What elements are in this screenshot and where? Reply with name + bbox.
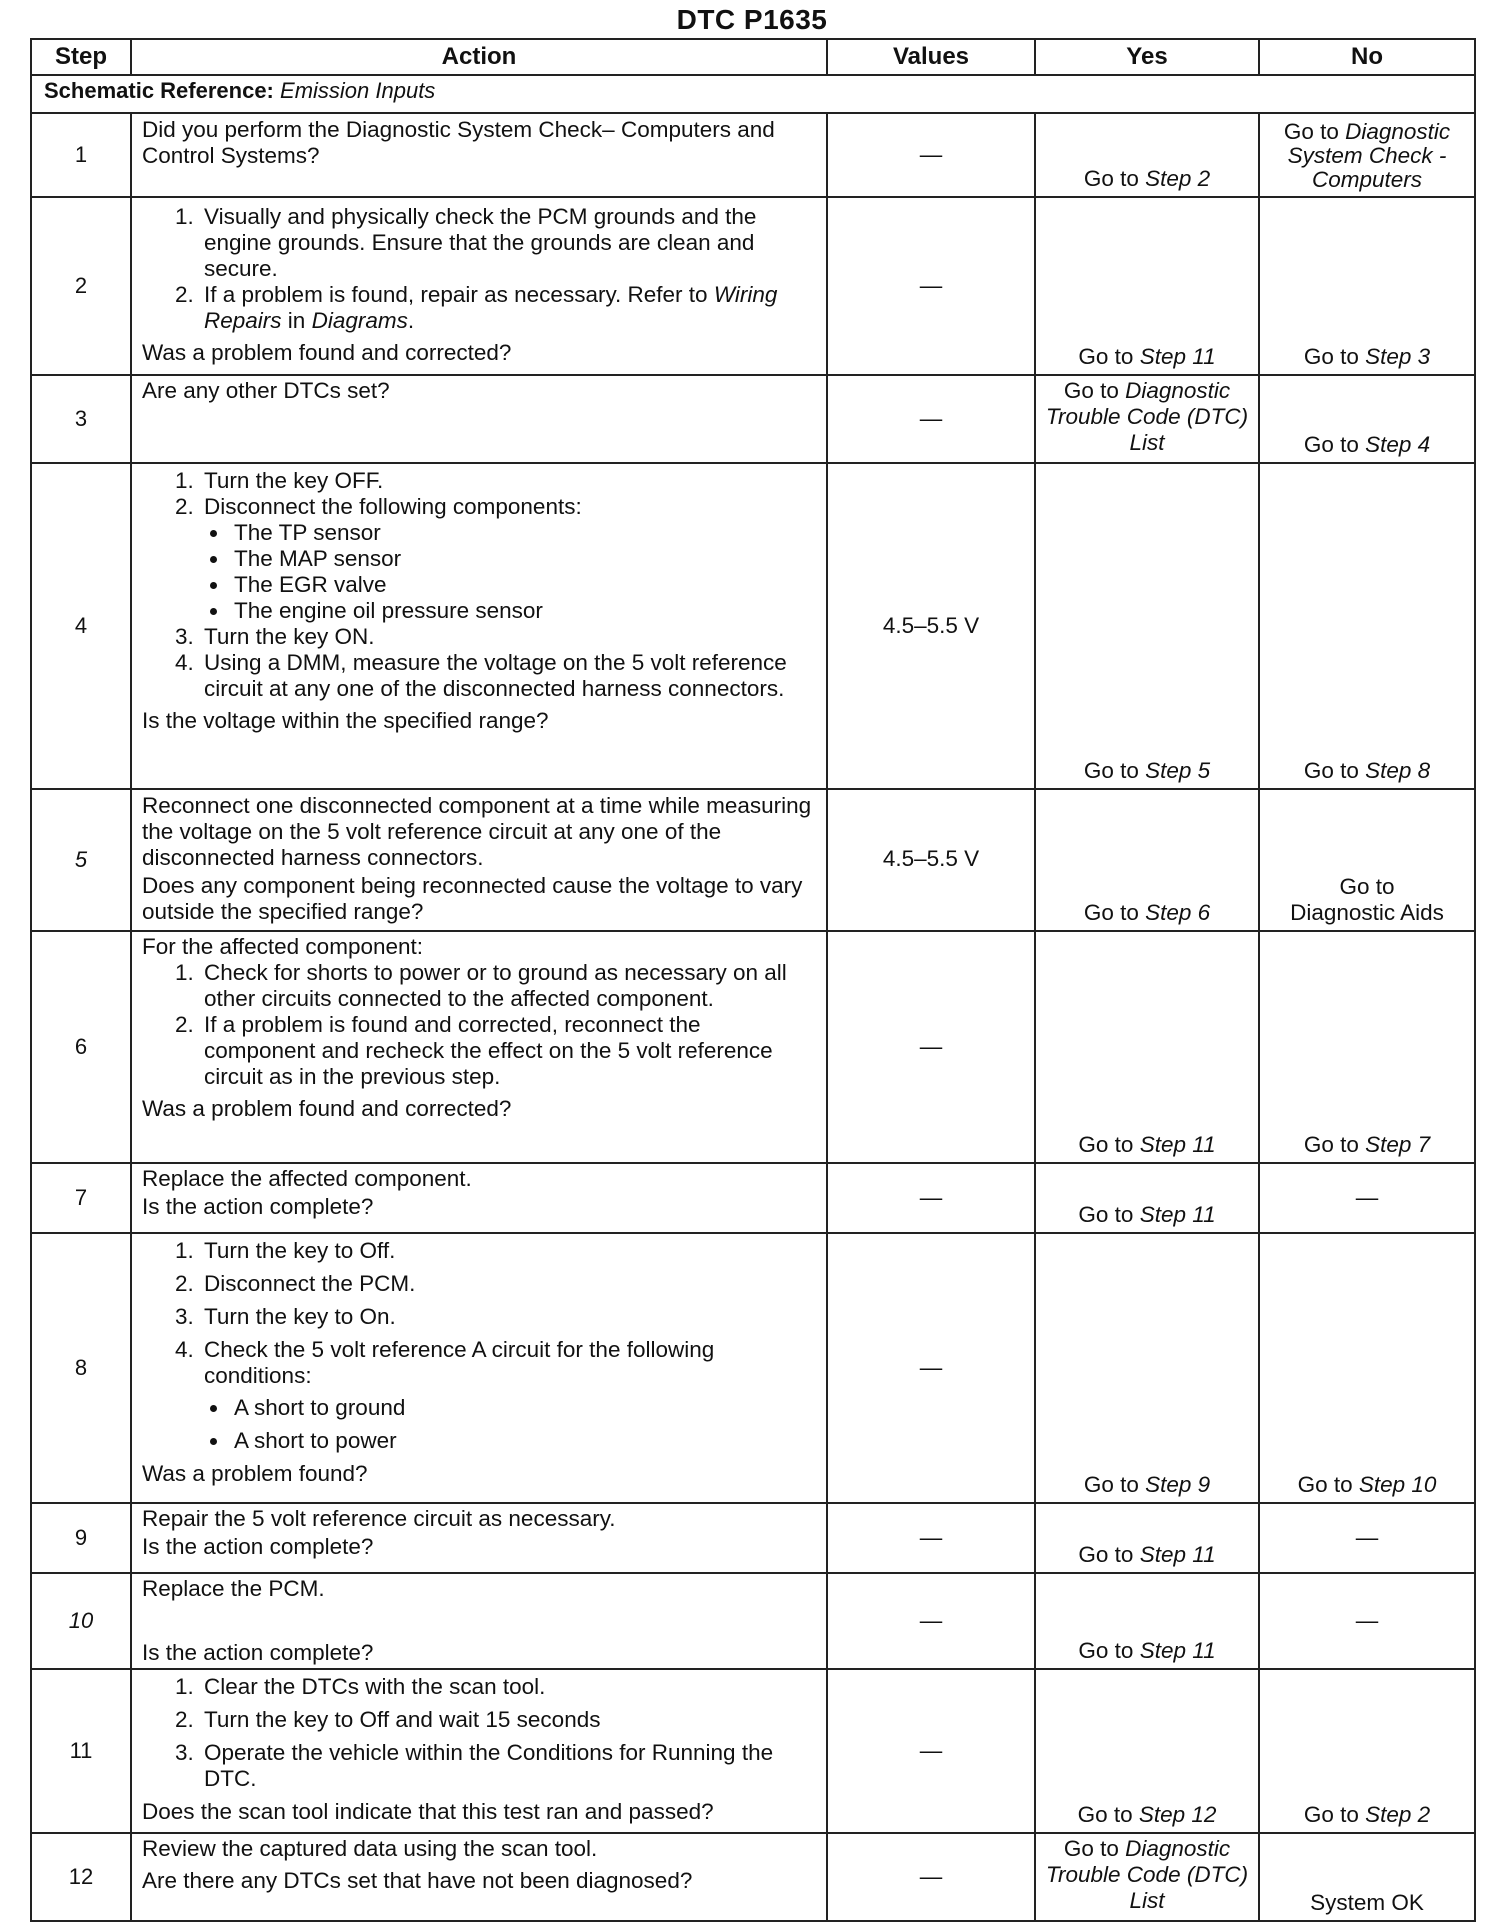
values-cell: —: [827, 931, 1035, 1163]
question-text: Does the scan tool indicate that this test ran and passed?: [142, 1799, 714, 1824]
schematic-value: Emission Inputs: [280, 78, 436, 103]
table-row: [31, 1163, 1475, 1233]
list-item: 1. Turn the key to Off.: [200, 1238, 816, 1264]
goto-label: Go to: [1083, 1472, 1139, 1497]
values-cell: —: [827, 1669, 1035, 1833]
question-text: Is the action complete?: [142, 1640, 374, 1665]
action-list: [142, 468, 816, 702]
step-number: 4: [31, 463, 131, 789]
goto-label: Go to: [1303, 1132, 1359, 1157]
step-number: 5: [31, 789, 131, 931]
values-cell: 4.5–5.5 V: [827, 463, 1035, 789]
list-item: 3. Turn the key ON.: [200, 624, 816, 650]
table-row: [31, 197, 1475, 375]
table-row: [31, 1503, 1475, 1573]
action-list: [142, 204, 816, 334]
schematic-row: [31, 75, 1475, 113]
step-number: 8: [31, 1233, 131, 1503]
goto-label: Go to: [1083, 900, 1139, 925]
question-text: Are there any DTCs set that have not been diagnosed?: [142, 1868, 693, 1893]
diagnostic-table-container: [30, 38, 1474, 1922]
question-text: Is the action complete?: [142, 1534, 374, 1559]
yes-cell: [1035, 375, 1259, 463]
yes-cell: [1035, 1833, 1259, 1921]
goto-label: Go to: [1078, 1542, 1134, 1567]
action-cell: [131, 1233, 827, 1503]
no-cell: —: [1259, 1503, 1475, 1573]
yes-target: Diagnostic Trouble Code (DTC) List: [1045, 378, 1249, 455]
yes-target: Step 2: [1145, 166, 1211, 191]
list-item: 1. Turn the key OFF.: [200, 468, 816, 494]
step-number: 6: [31, 931, 131, 1163]
no-cell: [1259, 197, 1475, 375]
action-cell: [131, 1573, 827, 1669]
yes-target: Step 11: [1139, 344, 1216, 369]
values-cell: —: [827, 113, 1035, 197]
values-cell: —: [827, 1233, 1035, 1503]
goto-label: Go to: [1339, 874, 1395, 899]
step-number: 7: [31, 1163, 131, 1233]
action-cell: [131, 197, 827, 375]
item-text: Check the 5 volt reference A circuit for the following conditions:: [204, 1337, 715, 1388]
action-list: [142, 1238, 816, 1454]
diagnostic-table: [30, 38, 1476, 1922]
yes-target: Step 9: [1145, 1472, 1211, 1497]
action-cell: [131, 375, 827, 463]
yes-cell: [1035, 1669, 1259, 1833]
step-number: 9: [31, 1503, 131, 1573]
no-cell: [1259, 463, 1475, 789]
no-target: Step 10: [1358, 1472, 1437, 1497]
yes-cell: [1035, 463, 1259, 789]
header-row: [31, 39, 1475, 75]
list-item: 1. Check for shorts to power or to ground as necessary on all other circuits connected to the affected component.: [200, 960, 816, 1012]
no-target: Step 4: [1365, 432, 1431, 457]
values-cell: —: [827, 1503, 1035, 1573]
action-text: Are any other DTCs set?: [142, 378, 390, 403]
schematic-reference: [31, 75, 1475, 113]
yes-target: Step 12: [1138, 1802, 1217, 1827]
step-number: 3: [31, 375, 131, 463]
item-text: If a problem is found, repair as necessary. Refer to: [204, 282, 708, 307]
table-row: [31, 789, 1475, 931]
goto-label: Go to: [1078, 1638, 1134, 1663]
action-cell: [131, 1669, 827, 1833]
bullet-item: • The engine oil pressure sensor: [230, 598, 816, 624]
action-cell: [131, 931, 827, 1163]
header-action: Action: [131, 39, 827, 75]
bullet-item: • A short to power: [230, 1428, 816, 1454]
question-text: Was a problem found?: [142, 1461, 368, 1486]
no-target: Step 3: [1365, 344, 1431, 369]
no-cell: —: [1259, 1573, 1475, 1669]
list-item: 1. Visually and physically check the PCM grounds and the engine grounds. Ensure that the grounds are clean and secure.: [200, 204, 816, 282]
no-cell: [1259, 375, 1475, 463]
goto-label: Go to: [1303, 432, 1359, 457]
list-item: 2. If a problem is found, repair as necessary. Refer to Wiring Repairs in Diagrams.: [200, 282, 816, 334]
header-step: Step: [31, 39, 131, 75]
no-cell: [1259, 1669, 1475, 1833]
yes-target: Step 11: [1139, 1638, 1216, 1663]
table-row: [31, 375, 1475, 463]
values-cell: —: [827, 375, 1035, 463]
goto-label: Go to: [1078, 1202, 1134, 1227]
yes-target: Step 5: [1145, 758, 1211, 783]
no-target: Diagnostic System Check - Computers: [1287, 119, 1451, 192]
list-item: 3. Operate the vehicle within the Conditions for Running the DTC.: [200, 1740, 816, 1792]
action-text: Did you perform the Diagnostic System Check– Computers and Control Systems?: [142, 117, 775, 168]
no-cell: [1259, 1233, 1475, 1503]
step-number: 2: [31, 197, 131, 375]
goto-label: Go to: [1303, 758, 1359, 783]
question-text: Was a problem found and corrected?: [142, 1096, 512, 1121]
header-values: Values: [827, 39, 1035, 75]
goto-label: Go to: [1303, 344, 1359, 369]
schematic-label: Schematic Reference:: [44, 78, 274, 103]
step-number: 11: [31, 1669, 131, 1833]
action-cell: [131, 1163, 827, 1233]
yes-cell: [1035, 1233, 1259, 1503]
question-text: Does any component being reconnected cause the voltage to vary outside the specified range?: [142, 873, 803, 924]
action-cell: [131, 463, 827, 789]
goto-label: Go to: [1083, 758, 1139, 783]
list-item: [200, 1337, 816, 1454]
bullet-list: [204, 1395, 816, 1454]
goto-label: Go to: [1077, 1802, 1133, 1827]
item-text: in: [287, 308, 306, 333]
action-text: Replace the PCM.: [142, 1576, 325, 1601]
list-item: 2. Disconnect the PCM.: [200, 1271, 816, 1297]
no-cell: [1259, 931, 1475, 1163]
page-title: DTC P1635: [676, 4, 828, 35]
yes-cell: [1035, 1573, 1259, 1669]
no-cell: —: [1259, 1163, 1475, 1233]
yes-target: Step 11: [1139, 1542, 1216, 1567]
step-number: 10: [31, 1573, 131, 1669]
action-text: Replace the affected component.: [142, 1166, 472, 1191]
goto-label: Go to: [1063, 378, 1119, 403]
yes-cell: [1035, 113, 1259, 197]
action-text: Reconnect one disconnected component at a time while measuring the voltage on the 5 volt reference circuit at any one of the disconnected harness connectors.: [142, 793, 812, 870]
bullet-list: [204, 520, 816, 624]
no-target: Step 2: [1365, 1802, 1431, 1827]
list-item: 1. Clear the DTCs with the scan tool.: [200, 1674, 816, 1700]
reference-link: Wiring Repairs: [204, 282, 778, 333]
step-number: 12: [31, 1833, 131, 1921]
bullet-item: • The TP sensor: [230, 520, 816, 546]
action-cell: [131, 1833, 827, 1921]
yes-target: Diagnostic Trouble Code (DTC) List: [1045, 1836, 1249, 1913]
bullet-item: • The MAP sensor: [230, 546, 816, 572]
question-text: Was a problem found and corrected?: [142, 340, 512, 365]
goto-label: Go to: [1303, 1802, 1359, 1827]
no-target: Step 8: [1365, 758, 1431, 783]
no-cell: System OK: [1259, 1833, 1475, 1921]
goto-label: Go to: [1078, 344, 1134, 369]
yes-cell: [1035, 197, 1259, 375]
yes-cell: [1035, 1163, 1259, 1233]
table-row: [31, 113, 1475, 197]
question-text: Is the action complete?: [142, 1194, 374, 1219]
table-row: [31, 1573, 1475, 1669]
list-item: 3. Turn the key to On.: [200, 1304, 816, 1330]
item-text: Disconnect the following components:: [204, 494, 582, 519]
values-cell: 4.5–5.5 V: [827, 789, 1035, 931]
action-cell: [131, 1503, 827, 1573]
yes-cell: [1035, 789, 1259, 931]
no-cell: [1259, 789, 1475, 931]
action-text: Review the captured data using the scan tool.: [142, 1836, 598, 1861]
table-row: [31, 1833, 1475, 1921]
no-target: Step 7: [1365, 1132, 1431, 1157]
bullet-item: • A short to ground: [230, 1395, 816, 1421]
action-list: [142, 1674, 816, 1792]
goto-label: Go to: [1078, 1132, 1134, 1157]
values-cell: —: [827, 1163, 1035, 1233]
yes-target: Step 11: [1139, 1202, 1216, 1227]
action-cell: [131, 789, 827, 931]
action-text: Repair the 5 volt reference circuit as necessary.: [142, 1506, 616, 1531]
header-no: No: [1259, 39, 1475, 75]
yes-target: Step 11: [1139, 1132, 1216, 1157]
bullet-item: • The EGR valve: [230, 572, 816, 598]
list-item: 2. If a problem is found and corrected, reconnect the component and recheck the effect on the 5 volt reference circuit as in the previous step.: [200, 1012, 816, 1090]
table-row: [31, 1233, 1475, 1503]
header-yes: Yes: [1035, 39, 1259, 75]
list-item: 4. Using a DMM, measure the voltage on the 5 volt reference circuit at any one of the disconnected harness connectors.: [200, 650, 816, 702]
goto-label: Go to: [1297, 1472, 1353, 1497]
table-row: [31, 1669, 1475, 1833]
no-target: Diagnostic Aids: [1290, 900, 1444, 925]
action-intro: For the affected component:: [142, 934, 424, 959]
question-text: Is the voltage within the specified range?: [142, 708, 549, 733]
list-item: [200, 494, 816, 624]
table-row: [31, 463, 1475, 789]
yes-cell: [1035, 1503, 1259, 1573]
action-cell: [131, 113, 827, 197]
values-cell: —: [827, 197, 1035, 375]
values-cell: —: [827, 1573, 1035, 1669]
action-list: [142, 960, 816, 1090]
yes-cell: [1035, 931, 1259, 1163]
goto-label: Go to: [1083, 166, 1139, 191]
list-item: 2. Turn the key to Off and wait 15 seconds: [200, 1707, 816, 1733]
goto-label: Go to: [1283, 119, 1339, 144]
table-row: [31, 931, 1475, 1163]
no-cell: [1259, 113, 1475, 197]
goto-label: Go to: [1063, 1836, 1119, 1861]
yes-target: Step 6: [1145, 900, 1211, 925]
step-number: 1: [31, 113, 131, 197]
reference-link: Diagrams: [311, 308, 408, 333]
values-cell: —: [827, 1833, 1035, 1921]
